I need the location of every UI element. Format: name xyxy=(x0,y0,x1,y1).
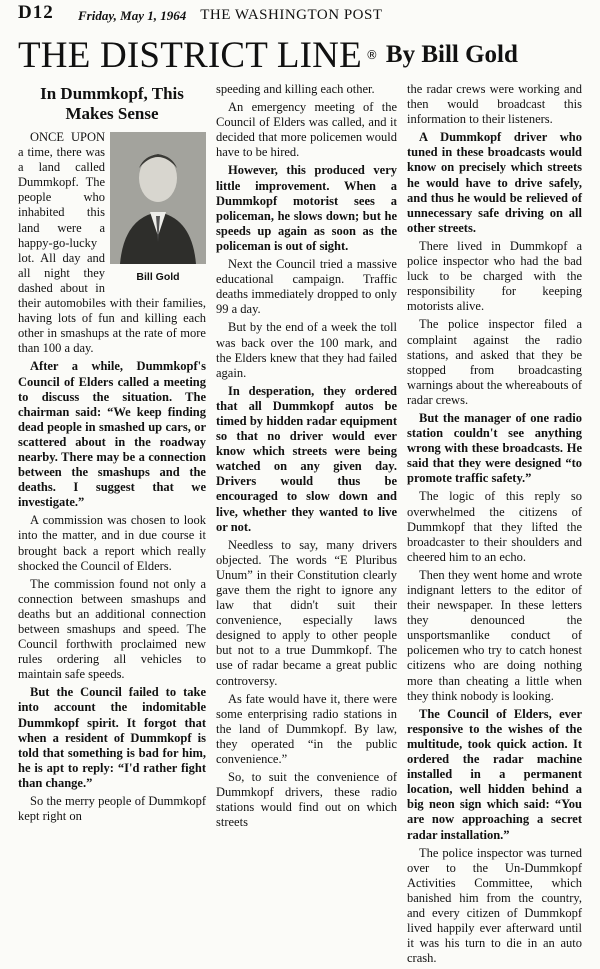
paragraph: The police inspector was turned over to the Un-Dummkopf Activities Committee, which banished him from the country, and every citizen of Dummkopf lived happily ever afterward until it was his turn to die in an auto crash. xyxy=(407,845,582,966)
paragraph: ONCE UPON a time, there was a land called Dummkopf. The people who inhabited this land were a happy-go-lucky lot. All day and all night they dashed about in their automobiles with their families, having lots of fun and killing each other in smashups at the rate of more than 100 a day. xyxy=(18,130,206,356)
paragraph: Next the Council tried a massive educational campaign. Traffic deaths immediately dropped to only 99 a day. xyxy=(216,257,397,317)
publication-name: THE WASHINGTON POST xyxy=(200,7,383,23)
paragraph: But the manager of one radio station couldn't see anything wrong with these broadcasts. He said that they were designed “to promote traffic safety.” xyxy=(407,410,582,486)
article-column-2 xyxy=(216,82,397,969)
paragraph: The police inspector filed a complaint against the radio stations, and asked that they be stopped from broadcasting warnings about the whereabouts of radar crews. xyxy=(407,317,582,407)
registered-mark: ® xyxy=(365,48,378,62)
page-header xyxy=(18,4,590,24)
paragraph: There lived in Dummkopf a police inspector who had the bad luck to be charged with the responsibility for keeping motorists alive. xyxy=(407,238,582,314)
paragraph: speeding and killing each other. xyxy=(216,82,375,96)
paragraph: The Council of Elders, ever responsive to the wishes of the multitude, took quick action. It ordered the radar machine installed in a permanent location, well hidden behind a big neon sign which said: “You are now approaching a secret radar installation.” xyxy=(407,706,582,842)
author-portrait-image xyxy=(110,132,206,264)
column-title: THE DISTRICT LINE xyxy=(18,34,362,76)
paragraph: After a while, Dummkopf's Council of Elders called a meeting to discuss the situation. The chairman said: “We keep finding dead people in smashed up cars, or scattered about in the roadway nearby. There may be a connection between the smashups and the deaths. I suggest that we investigate.” xyxy=(18,359,206,510)
headline-line-1: In Dummkopf, This xyxy=(40,84,184,103)
paragraph: The logic of this reply so overwhelmed the citizens of Dummkopf that they lifted the broadcaster to their shoulders and cheered him to an echo. xyxy=(407,489,582,564)
paragraph: So the merry people of Dummkopf kept right on xyxy=(18,794,206,824)
paragraph: So, to suit the convenience of Dummkopf drivers, these radio stations would find out on which streets xyxy=(216,770,397,830)
paragraph: In desperation, they ordered that all Dummkopf autos be timed by hidden radar equipment so that no driver would ever know which streets were being watched on any given day. Drivers would thus be encouraged to slow down and live, whether they wanted to live or not. xyxy=(216,383,397,534)
paragraph: Then they went home and wrote indignant letters to the editor of their newspaper. In these letters they denounced the unsportsmanlike conduct of policemen who try to catch honest citizens who are doing nothing more than cheating a little when they think nobody is looking. xyxy=(407,567,582,703)
article-body xyxy=(18,82,590,969)
column-1-paragraphs xyxy=(18,359,206,824)
paragraph: As fate would have it, there were some enterprising radio stations in the land of Dummkopf. By law, they operated “in the public convenience.” xyxy=(216,691,397,767)
issue-date: Friday, May 1, 1964 xyxy=(78,8,187,23)
page-number: D12 xyxy=(18,2,54,23)
headline-line-2: Makes Sense xyxy=(65,104,159,123)
column-byline: By Bill Gold xyxy=(385,41,518,68)
portrait-illustration xyxy=(110,132,206,264)
paragraph: The commission found not only a connection between smashups and deaths but an additional connection between smashups and speed. The Council forthwith proclaimed new rules ordering all vehicles to maintain safe speeds. xyxy=(18,576,206,682)
paragraph: A commission was chosen to look into the matter, and in due course it brought back a report which really shocked the Council of Elders. xyxy=(18,513,206,573)
paragraph: A Dummkopf driver who tuned in these broadcasts would know on precisely which streets he would have to drive safely, and thus he would be relieved of unnecessary safe driving on all other streets. xyxy=(407,130,582,235)
paragraph: However, this produced very little improvement. When a Dummkopf motorist sees a policeman, he slows down; but he speeds up again as soon as the policeman is out of sight. xyxy=(216,163,397,253)
paragraph: the radar crews were working and then would broadcast this information to their listeners. xyxy=(407,82,582,127)
photo-caption: Bill Gold xyxy=(136,271,180,283)
column-masthead xyxy=(18,32,590,78)
author-photo xyxy=(110,132,206,285)
article-column-3 xyxy=(407,82,582,969)
paragraph: But by the end of a week the toll was back over the 100 mark, and the Elders knew that they had failed again. xyxy=(216,320,397,380)
paragraph: But the Council failed to take into account the indomitable Dummkopf spirit. It forgot that when a resident of Dummkopf is told that something is bad for him, he is apt to reply: “I'd rather fight than change.” xyxy=(18,685,206,790)
article-headline xyxy=(18,84,206,124)
article-column-1 xyxy=(18,82,206,969)
paragraph: Needless to say, many drivers objected. The words “E Pluribus Unum” in their Constitution clearly gave them the right to ignore any law that didn't suit their convenience, especially laws designed to apply to other people but not to a true Dummkopf. The use of radar became a great public controversy. xyxy=(216,537,397,688)
paragraph: An emergency meeting of the Council of Elders was called, and it decided that more policemen would have to be hired. xyxy=(216,100,397,160)
